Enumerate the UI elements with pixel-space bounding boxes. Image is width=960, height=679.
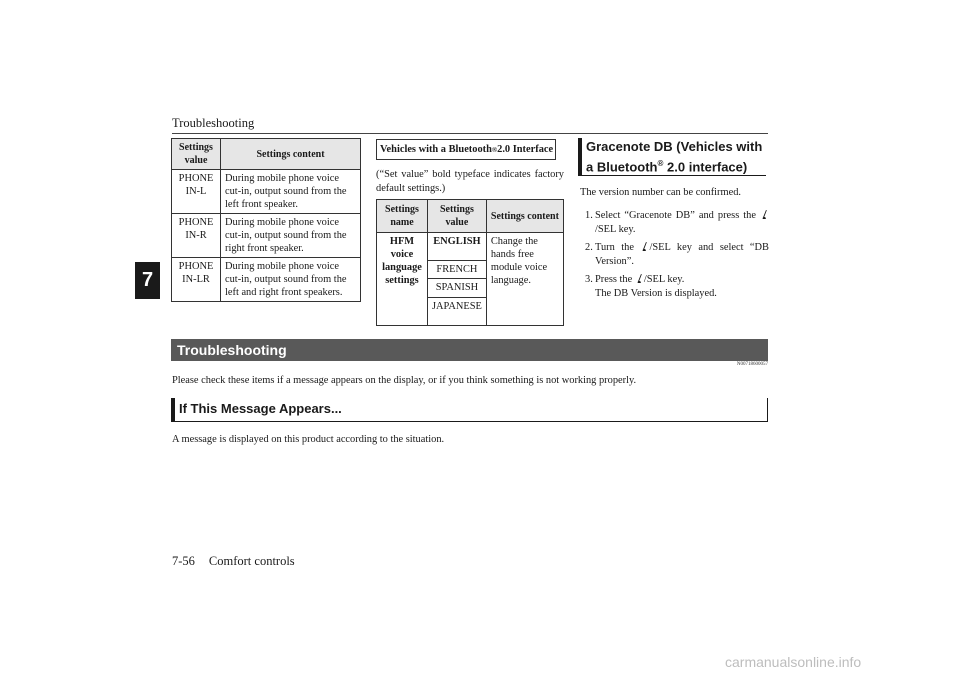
step-text-part: /SEL key. [595,224,636,235]
page-number: 7-56 [172,554,195,568]
section-title-bar: Troubleshooting [171,339,768,361]
gracenote-heading [578,138,766,176]
gracenote-heading-prefix: Gracenote DB (Vehicles with a Bluetooth [586,139,763,175]
header-rule [172,133,768,134]
watermark: carmanualsonline.info [725,654,862,670]
list-item [585,209,769,237]
bt-label-suffix: 2.0 Interface [497,144,554,155]
set-value-note: (“Set value” bold typeface indicates factory default settings.) [376,169,564,194]
section-paragraph: Please check these items if a message appears on the display, or if you think something is not working properly. [172,375,637,386]
table-row [172,258,361,302]
settings-content-cell: During mobile phone voice cut-in, output sound from the left front speaker. [221,170,361,214]
settings-name-cell: HFM voice language settings [377,233,428,326]
gracenote-heading-suffix: 2.0 interface) [663,159,748,175]
settings-content-cell: During mobile phone voice cut-in, output sound from the right front speaker. [221,214,361,258]
footer-section: Comfort controls [208,554,295,568]
table-row [172,170,361,214]
music-note-icon [635,273,644,283]
col-settings-value: Settings value [172,139,221,170]
settings-content-cell: During mobile phone voice cut-in, output sound from the left and right front speakers. [221,258,361,302]
gracenote-steps [585,209,769,305]
settings-value-cell: FRENCH [428,260,487,279]
col-settings-content: Settings content [486,200,563,233]
step-number: 3. [585,274,593,285]
step-text [595,273,769,301]
subsection-heading: If This Message Appears... [171,398,768,422]
step-text-part: Select “Gracenote DB” and press the [595,210,760,221]
step-text-part: Turn the [595,242,641,253]
settings-value-cell: JAPANESE [428,298,487,326]
step-number: 1. [585,210,593,221]
step-text [595,209,769,237]
music-note-icon [760,209,769,219]
settings-value-cell: ENGLISH [428,233,487,261]
list-item [585,273,769,301]
settings-table-hfm-language [376,199,564,326]
settings-table-phone-in [171,138,361,302]
chapter-tab: 7 [135,262,160,299]
step-result: The DB Version is displayed. [595,288,717,299]
table-row [377,233,564,261]
page-footer [172,554,309,569]
settings-value-cell: PHONE IN-LR [172,258,221,302]
gracenote-intro: The version number can be confirmed. [580,187,741,198]
settings-value-cell: PHONE IN-L [172,170,221,214]
section-code: N00718600057 [736,362,768,367]
settings-value-cell: SPANISH [428,279,487,298]
registered-mark: ® [491,145,498,154]
col-settings-content: Settings content [221,139,361,170]
bt-label-prefix: Vehicles with a Bluetooth [380,144,492,155]
step-text-part: /SEL key. [643,274,685,285]
list-item [585,241,769,269]
page-header-title: Troubleshooting [172,116,255,130]
settings-value-cell: PHONE IN-R [172,214,221,258]
table-row [172,214,361,258]
step-text-part: Press the [595,274,635,285]
step-text-part: /SEL key and select “DB Version”. [595,242,769,267]
step-text [595,241,769,269]
settings-content-cell: Change the hands free module voice language. [486,233,563,326]
subsection-paragraph: A message is displayed on this product according to the situation. [172,434,445,445]
bluetooth-interface-label [376,139,556,160]
col-settings-value: Settings value [428,200,487,233]
registered-mark: ® [657,159,664,168]
col-settings-name: Settings name [377,200,428,233]
step-number: 2. [585,242,593,253]
